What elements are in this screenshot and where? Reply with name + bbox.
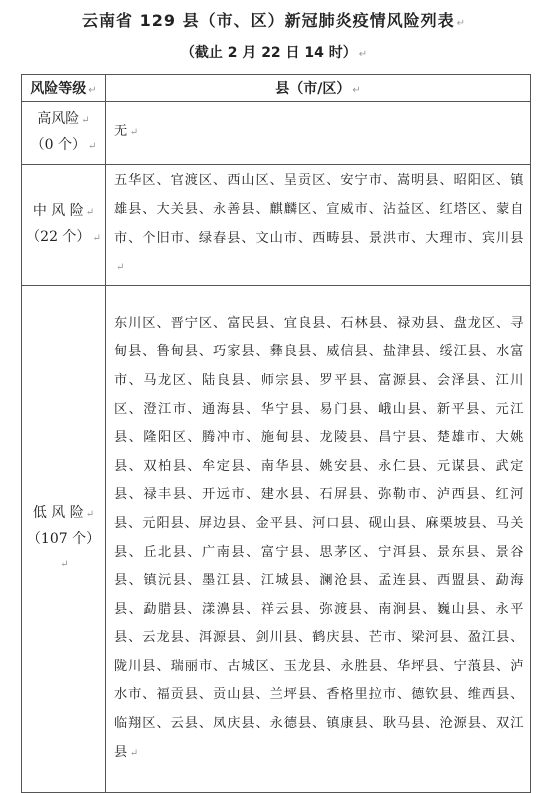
paragraph-mark: ↵	[81, 115, 90, 126]
high-risk-counties	[106, 102, 531, 165]
paragraph-mark: ↵	[60, 559, 69, 570]
page-title	[0, 8, 548, 31]
level-label: 高风险	[37, 111, 80, 127]
counties-text: 东川区、晋宁区、富民县、宜良县、石林县、禄劝县、盘龙区、寻甸县、鲁甸县、巧家县、彝良县、威信县、盐津县、绥江县、水富市、马龙区、陆良县、师宗县、罗平县、富源县、会泽县、江川区、澄江市、通海县、华宁县、易门县、峨山县、新平县、元江县、隆阳区、腾冲市、施甸县、龙陵县、昌宁县、楚雄市、大姚县、双柏县、牟定县、南华县、姚安县、永仁县、元谋县、武定县、禄丰县、开远市、建水县、石屏县、弥勒市、泸西县、红河县、元阳县、屏边县、金平县、河口县、砚山县、麻栗坡县、马关县、丘北县、广南县、富宁县、思茅区、宁洱县、景东县、景谷县、镇沅县、墨江县、江城县、澜沧县、孟连县、西盟县、勐海县、勐腊县、漾濞县、祥云县、弥渡县、南涧县、巍山县、永平县、云龙县、洱源县、剑川县、鹤庆县、芒市、梁河县、盈江县、陇川县、瑞丽市、古城区、玉龙县、永胜县、华坪县、宁蒗县、泸水市、福贡县、贡山县、兰坪县、香格里拉市、德钦县、维西县、临翔区、云县、凤庆县、永德县、镇康县、耿马县、沧源县、双江县	[114, 315, 524, 760]
paragraph-mark: ↵	[116, 262, 125, 274]
count-text: （107 个）	[26, 531, 101, 547]
header-counties	[106, 75, 531, 102]
level-label: 低 风 险	[32, 505, 84, 521]
level-label: 中 风 险	[32, 203, 84, 219]
low-risk-counties	[106, 286, 531, 793]
high-risk-level	[22, 102, 106, 165]
table-row-low	[22, 286, 531, 793]
subtitle-text: （截止 2 月 22 日 14 时）	[180, 45, 357, 61]
title-text: 云南省 129 县（市、区）新冠肺炎疫情风险列表	[82, 11, 455, 30]
counties-text: 无	[114, 124, 128, 140]
medium-risk-counties	[106, 165, 531, 286]
table-row-medium	[22, 165, 531, 286]
medium-risk-level	[22, 165, 106, 286]
paragraph-mark: ↵	[358, 49, 368, 60]
table-header-row	[22, 75, 531, 102]
header-level-text: 风险等级	[30, 81, 87, 97]
header-counties-text: 县（市/区）	[275, 81, 351, 97]
paragraph-mark: ↵	[92, 233, 101, 244]
paragraph-mark: ↵	[85, 509, 95, 520]
risk-table	[21, 74, 531, 793]
paragraph-mark: ↵	[87, 141, 97, 152]
count-text: （0 个）	[30, 137, 86, 153]
paragraph-mark: ↵	[456, 18, 466, 29]
counties-text: 五华区、官渡区、西山区、呈贡区、安宁市、嵩明县、昭阳区、镇雄县、大关县、永善县、麒麟区、宣威市、沾益区、红塔区、蒙自市、个旧市、绿春县、文山市、西畴县、景洪市、大理市、宾川县	[114, 173, 524, 246]
table-row-high	[22, 102, 531, 165]
paragraph-mark: ↵	[85, 207, 95, 218]
low-risk-level	[22, 286, 106, 793]
paragraph-mark: ↵	[88, 85, 97, 96]
paragraph-mark: ↵	[352, 85, 361, 96]
level-count	[22, 225, 105, 251]
header-level	[22, 75, 106, 102]
paragraph-mark: ↵	[129, 747, 139, 759]
paragraph-mark: ↵	[129, 127, 139, 139]
level-count	[22, 527, 105, 577]
count-text: （22 个）	[26, 229, 91, 245]
page-subtitle	[0, 42, 548, 62]
level-count	[22, 133, 105, 159]
